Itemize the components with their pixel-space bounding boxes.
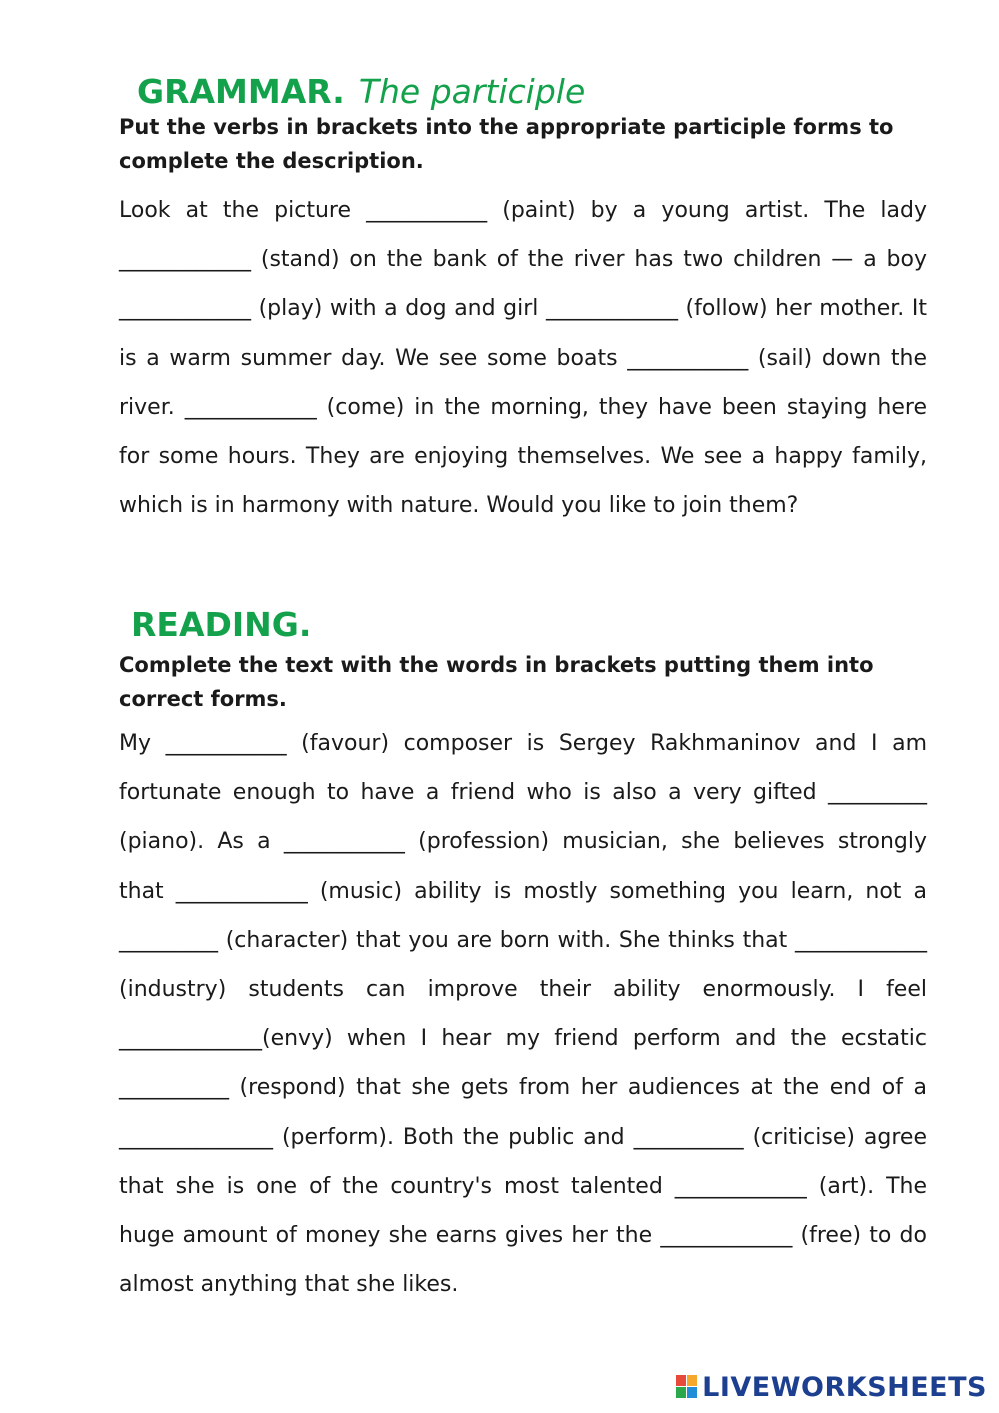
liveworksheets-logo-icon <box>676 1375 698 1399</box>
grammar-heading <box>137 72 585 112</box>
grammar-heading-title: GRAMMAR. <box>137 72 345 111</box>
reading-heading <box>131 605 311 645</box>
liveworksheets-logo <box>676 1369 987 1405</box>
reading-heading-title: READING. <box>131 605 312 644</box>
grammar-heading-subtitle: The participle <box>358 72 586 111</box>
grammar-instruction: Put the verbs in brackets into the appropriate participle forms to complete the description. <box>119 115 894 173</box>
grammar-text: Look at the picture ___________ (paint) by a young artist. The lady ____________ (stand) on the bank of the river has two children — a boy ____________ (play) with a dog and girl ____________ (follow) her mother. It is a warm summer day. We see some boats ___________ (sail) down the river. ____________ (come) in the morning, they have been staying here for some hours. They are enjoying themselves. We see a happy family, which is in harmony with nature. Would you like to join them? <box>119 198 927 519</box>
liveworksheets-logo-text: LIVEWORKSHEETS <box>702 1371 987 1403</box>
reading-instruction: Complete the text with the words in brackets putting them into correct forms. <box>119 653 874 711</box>
reading-text: My ___________ (favour) composer is Sergey Rakhmaninov and I am fortunate enough to have a friend who is also a very gifted _________ (piano). As a ___________ (profession) musician, she believes strongly that ____________ (music) ability is mostly something you learn, not a _________ (character) that you are born with. She thinks that ____________ (industry) students can improve their ability enormously. I feel _____________(envy) when I hear my friend perform and the ecstatic __________ (respond) that she gets from her audiences at the end of a ______________ (perform). Both the public and __________ (criticise) agree that she is one of the country's most talented ____________ (art). The huge amount of money she earns gives her the ____________ (free) to do almost anything that she likes. <box>119 731 927 1298</box>
